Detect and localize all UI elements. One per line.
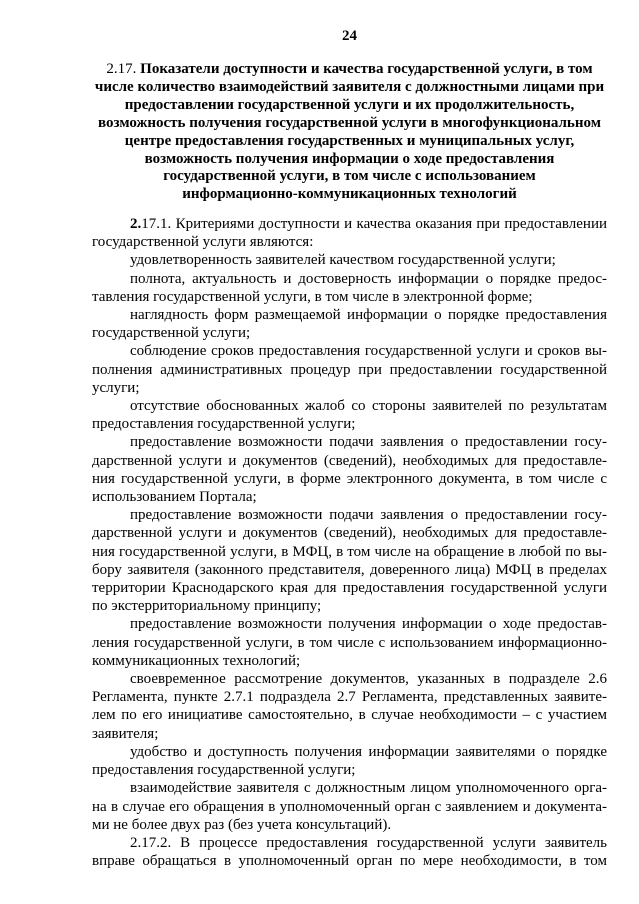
text-line: услуги;: [92, 379, 140, 396]
section-heading: [92, 61, 607, 204]
text-line: полнота, актуальность и достоверность информации о порядке предос-: [130, 270, 607, 287]
heading-line: предоставлении государственной услуги и их продолжительность,: [124, 96, 575, 113]
criterion-official-interaction: [92, 779, 607, 834]
heading-line: возможность получения государственной услуги в многофункциональном: [98, 114, 601, 131]
heading-line: [92, 61, 607, 79]
heading-line: государственной услуги, в том числе с использованием: [163, 168, 536, 185]
text-line: соблюдение сроков предоставления государственной услуги и сроков вы-: [130, 343, 607, 360]
text-line: дарственной услуги и документов (сведений), необходимых для предоставле-: [92, 452, 607, 469]
text-line: дарственной услуги и документов (сведений), необходимых для предоставле-: [92, 525, 607, 542]
text-line: предоставления государственной услуги;: [92, 762, 356, 779]
text-line: заявителя;: [92, 725, 159, 742]
heading-line-text: Показатели доступности и качества государственной услуги, в том: [140, 61, 593, 77]
text-line: наглядность форм размещаемой информации о порядке предоставления: [130, 307, 607, 324]
text-line: своевременное рассмотрение документов, указанных в подразделе 2.6: [130, 671, 607, 688]
text-line: использованием Портала;: [92, 489, 257, 506]
heading-line: числе количество взаимодействий заявителя с должностными лицами при: [94, 78, 605, 95]
text-line: вправе обращаться в уполномоченный орган по мере необходимости, в том: [92, 853, 607, 870]
text-line: ния государственной услуги, в форме электронного документа, в том числе с: [92, 470, 607, 487]
text-line: удовлетворенность заявителей качеством государственной услуги;: [130, 252, 556, 269]
text-line: государственной услуги являются:: [92, 234, 314, 251]
criterion-mfc-submission: [92, 506, 607, 615]
text-line: на в случае его обращения в уполномоченный орган с заявлением и документа-: [92, 798, 607, 815]
text-line: удобство и доступность получения информации заявителями о порядке: [130, 743, 607, 760]
text-line: коммуникационных технологий;: [92, 652, 301, 669]
text-line: по экстерриториальному принципу;: [92, 598, 322, 615]
text-line: Регламента, пункте 2.7.1 подраздела 2.7 Регламента, представленных заявите-: [92, 689, 607, 706]
criterion-information-accessibility: [92, 743, 607, 779]
text-line: взаимодействие заявителя с должностным лицом уполномоченного орга-: [130, 780, 607, 797]
text-line: ления государственной услуги, в том числе с использованием информационно-: [92, 634, 607, 651]
body-text: [92, 215, 607, 870]
page-number: 24: [342, 28, 357, 44]
text-line: 2.17.1. Критериями доступности и качества оказания при предоставлении: [130, 216, 607, 232]
text-line: 2.17.2. В процессе предоставления государственной услуги заявитель: [130, 834, 607, 851]
paragraph-2-17-2: [92, 834, 607, 870]
criterion-information-completeness: [92, 270, 607, 306]
heading-line: возможность получения информации о ходе предоставления: [144, 150, 555, 167]
paragraph-2-17-1: [92, 215, 607, 251]
text-line: предоставление возможности подачи заявления о предоставлении госу-: [130, 434, 607, 451]
criterion-electronic-submission: [92, 433, 607, 506]
criterion-progress-information: [92, 615, 607, 670]
text-line: предоставление возможности подачи заявления о предоставлении госу-: [130, 507, 607, 524]
criterion-deadline-compliance: [92, 342, 607, 397]
criterion-no-complaints: [92, 397, 607, 433]
criterion-form-clarity: [92, 306, 607, 342]
text-line: ния государственной услуги, в МФЦ, в том числе на обращение в любой по вы-: [92, 543, 607, 560]
text-line: ми не более двух раз (без учета консультаций).: [92, 816, 392, 833]
text-line: тавления государственной услуги, в том числе в электронной форме;: [92, 288, 533, 305]
criterion-timely-review: [92, 670, 607, 743]
text-line: бору заявителя (законного представителя, доверенного лица) МФЦ в пределах: [92, 561, 607, 578]
section-number: 2.17.: [106, 61, 137, 77]
heading-line: информационно-коммуникационных технологий: [182, 186, 517, 203]
text-line: государственной услуги;: [92, 325, 251, 342]
text-line: территории Краснодарского края для предоставления государственной услуги: [92, 580, 607, 597]
text-line: полнения административных процедур при предоставлении государственной: [92, 361, 607, 378]
text-line: лем по его инициативе самостоятельно, в случае необходимости – с участием: [92, 707, 607, 724]
criterion-user-satisfaction: [92, 251, 607, 269]
text-line: предоставление возможности получения информации о ходе предостав-: [130, 616, 607, 633]
heading-line: центре предоставления государственных и муниципальных услуг,: [124, 132, 575, 149]
text-line: отсутствие обоснованных жалоб со стороны заявителей по результатам: [130, 398, 607, 415]
text-line: предоставления государственной услуги;: [92, 416, 356, 433]
